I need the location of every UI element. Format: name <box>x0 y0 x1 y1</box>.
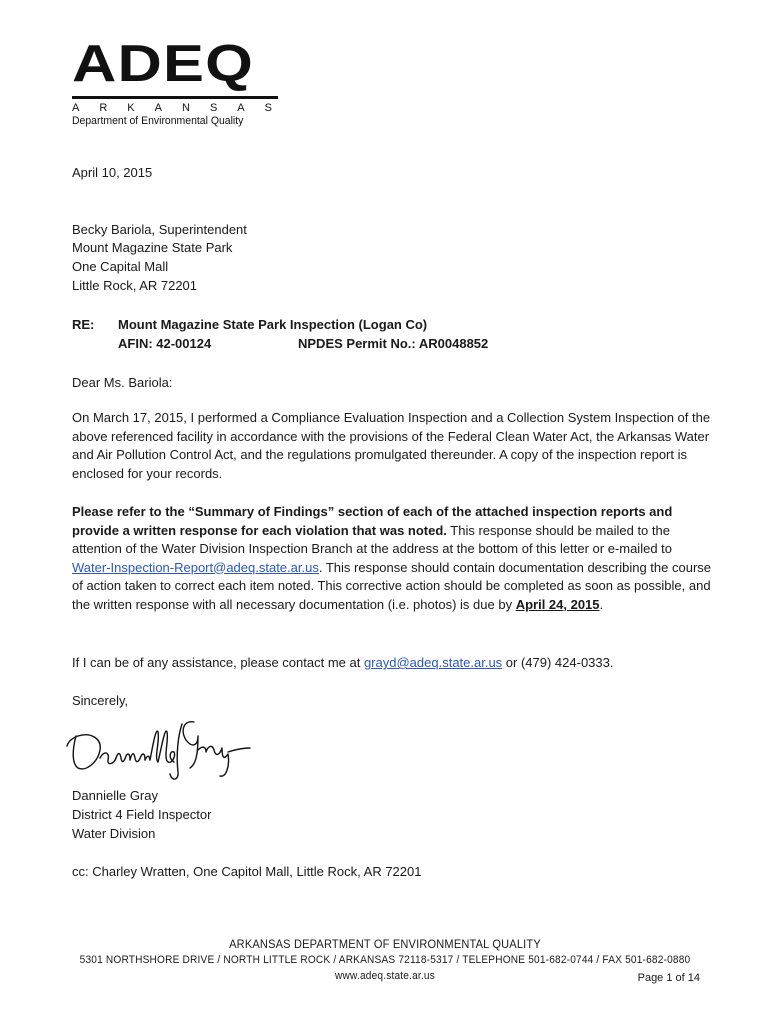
re-label: RE: <box>72 317 95 332</box>
re-afin: AFIN: 42-00124 <box>118 336 212 351</box>
logo-state-letter: A <box>237 102 245 114</box>
recipient-name: Becky Bariola, Superintendent <box>72 222 247 237</box>
report-email-link[interactable]: Water-Inspection-Report@adeq.state.ar.us <box>72 559 319 575</box>
paragraph-contact <box>72 654 712 673</box>
paragraph-text: . This response should contain documentation describing the course of action taken to correct each item noted. This corrective action should be completed as soon as possible, and the written response with all necessary documentation (i.e. photos) is due by <box>72 559 712 612</box>
logo-state-letter: S <box>264 102 272 114</box>
page-number: Page 1 of 14 <box>637 972 700 984</box>
paragraph-text: or (479) 424-0333. <box>502 655 614 670</box>
footer-address: 5301 NORTHSHORE DRIVE / NORTH LITTLE ROCK / ARKANSAS 72118-5317 / TELEPHONE 501-682-0744 / FAX 501-682-0880 <box>79 954 691 966</box>
paragraph-text: . <box>599 596 604 612</box>
signer-division: Water Division <box>72 826 156 841</box>
findings-instruction: Please refer to the “Summary of Findings” section of each of the attached inspection reports and provide a written response for each violation that was noted. <box>72 504 673 538</box>
logo-department: Department of Environmental Quality <box>72 115 244 127</box>
footer-department: ARKANSAS DEPARTMENT OF ENVIRONMENTAL QUALITY <box>229 937 541 951</box>
adeq-logo: ADEQ <box>72 35 255 93</box>
logo-state-letter: A <box>72 102 80 114</box>
recipient-street: One Capital Mall <box>72 259 169 274</box>
paragraph-inspection: On March 17, 2015, I performed a Compliance Evaluation Inspection and a Collection System Inspection of the above referenced facility in accordance with the provisions of the Federal Clean Water Act, the Arkansas Water and Air Pollution Control Act, and the regulations promulgated thereunder. A copy of the inspection report is enclosed for your records. <box>72 410 711 481</box>
signature-text: Dannielle Gray <box>64 785 71 786</box>
logo-state-letter: R <box>99 102 108 114</box>
signer-name: Dannielle Gray <box>72 788 158 803</box>
salutation: Dear Ms. Bariola: <box>72 375 173 390</box>
closing: Sincerely, <box>72 693 129 708</box>
signer-title: District 4 Field Inspector <box>72 807 212 822</box>
paragraph-text: This response should be mailed to the attention of the Water Division Inspection Branch at the address at the bottom of this letter or e-mailed to <box>72 522 672 556</box>
paragraph-response <box>72 503 712 614</box>
logo-state-letter: A <box>154 102 162 114</box>
logo-rule <box>72 96 278 99</box>
contact-email-link[interactable]: grayd@adeq.state.ar.us <box>363 655 503 670</box>
due-date: April 24, 2015 <box>515 596 600 612</box>
letter-date: April 10, 2015 <box>72 165 153 180</box>
logo-state-letter: S <box>209 102 218 114</box>
re-permit: NPDES Permit No.: AR0048852 <box>298 336 489 351</box>
recipient-city: Little Rock, AR 72201 <box>72 278 198 293</box>
re-subject: Mount Magazine State Park Inspection (Logan Co) <box>118 317 428 332</box>
logo-state-letter: K <box>127 102 135 114</box>
paragraph-text: If I can be of any assistance, please contact me at <box>72 655 364 670</box>
logo-state-letter: N <box>181 102 190 114</box>
recipient-org: Mount Magazine State Park <box>72 240 233 255</box>
footer-website[interactable]: www.adeq.state.ar.us <box>335 970 435 982</box>
logo-state-name <box>72 102 272 114</box>
handwritten-signature <box>64 706 254 786</box>
cc-line: cc: Charley Wratten, One Capitol Mall, Little Rock, AR 72201 <box>72 864 422 879</box>
